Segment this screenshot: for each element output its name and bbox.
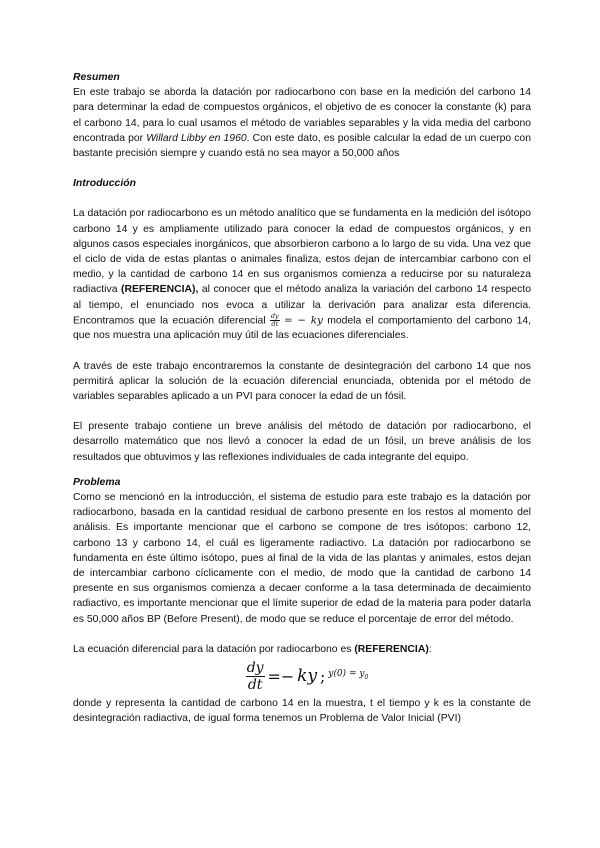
document-page (73, 70, 531, 726)
intro-p1-b: al conocer que el método analiza la variación del carbono 14 respecto al tiempo, el enunciado nos evoca a utilizar la derivación para analizar esta diferencia. Encontramos que la ecuación diferencial (73, 284, 532, 327)
equation-equals-minus: =− (267, 666, 295, 686)
resumen-heading: Resumen (73, 72, 120, 83)
problema-paragraph-3: donde y representa la cantidad de carbono 14 en la muestra, t el tiempo y k es la constante de desintegración radiactiva, de igual forma tenemos un Problema de Valor Inicial (PVI) (73, 697, 531, 725)
equation-ky: ky (297, 665, 318, 686)
ic-rhs: y (359, 669, 365, 680)
equation-num: dy (246, 659, 264, 676)
equation-separator: ; (319, 666, 326, 686)
equation-den: dt (247, 676, 263, 693)
main-equation (73, 660, 531, 694)
ic-subscript: 0 (364, 674, 369, 682)
problema-p2-b: : (428, 643, 432, 655)
problema-p2-a: La ecuación diferencial para la datación por radiocarbono es (73, 643, 355, 655)
problema-paragraph-2 (73, 642, 531, 657)
introduccion-heading: Introducción (73, 178, 136, 190)
inline-derivative-num: dy (270, 311, 279, 320)
resumen-text-b: . Con este dato, es posible calcular la edad de un cuerpo con bastante precisión siempre y cuando está no sea mayor a 50,000 años (73, 132, 531, 160)
inline-derivative-den: dt (271, 319, 279, 328)
introduccion-paragraph-3: El presente trabajo contiene un breve análisis del método de datación por radiocarbono, el desarrollo matemático que nos llevó a conocer la edad de un fósil, un breve análisis de los resultados que obtuvimos y las reflexiones individuales de cada integrante del equipo. (73, 421, 531, 463)
resumen-author: Willard Libby en 1960 (146, 132, 247, 144)
introduccion-paragraph-1 (73, 206, 531, 343)
intro-p1-c: modela el comportamiento del carbono 14, que nos muestra una aplicación muy útil de las ecuaciones diferenciales. (73, 315, 532, 342)
problema-heading: Problema (73, 476, 121, 488)
equation-derivative (246, 660, 265, 693)
resumen-text-a: En este trabajo se aborda la datación por radiocarbono con base en la medición del carbono 14 para determinar la edad de compuestos orgánicos, el objetivo de es conocer la constante (k) para el carbono 14, para lo cual usamos el método de variables separables y la vida media del carbono encontrada por (73, 87, 531, 144)
problema-reference: (REFERENCIA) (354, 643, 429, 655)
intro-reference: (REFERENCIA), (120, 284, 199, 296)
inline-equation-rhs: = − ky (284, 314, 323, 327)
resumen-paragraph (73, 85, 531, 161)
ic-equals: = (348, 669, 357, 680)
ic-lhs: y(0) (328, 669, 347, 680)
problema-paragraph-1: Como se mencionó en la introducción, el sistema de estudio para este trabajo es la datación por radiocarbono, basada en la cantidad residual de carbono presente en los restos al momento del análisis. Es importante mencionar que el carbono se compone de tres isótopos: carbono 12, carbono 13 y carbono 14, el cuál es ligeramente radiactivo. La datación por radiocarbono se fundamenta en éste último isótopo, pues al final de la vida de las plantas y animales, estos dejan de intercambiar carbono cíclicamente con el medio, de modo que la cantidad de carbono 14 presente en sus organismos comienza a decaer conforme a la tasa determinada de decaimiento radiactivo, es importante mencionar que el límite superior de edad de la materia para poder datarla es 50,000 años BP (Before Present), de modo que se reduce el porcentaje de error del método. (73, 491, 531, 625)
initial-condition (328, 669, 369, 682)
intro-p1-a: La datación por radiocarbono es un método analítico que se fundamenta en la medición del isótopo carbono 14 y es ampliamente utilizado para conocer la edad de compuestos orgánicos, y en algunos casos especiales inorgánicos, que absorbieron carbono a lo largo de su vida. Una vez que el ciclo de vida de estas plantas o animales finaliza, estos dejan de intercambiar carbono con el medio, y la cantidad de carbono 14 en sus organismos comienza a reducirse por su naturaleza radiactiva (73, 208, 531, 296)
inline-derivative (270, 313, 280, 328)
introduccion-paragraph-2: A través de este trabajo encontraremos la constante de desintegración del carbono 14 que nos permitirá aplicar la solución de la ecuación diferencial enunciada, obtenida por el método de variables separables aplicado a un PVI para conocer la edad de un fósil. (73, 360, 531, 402)
